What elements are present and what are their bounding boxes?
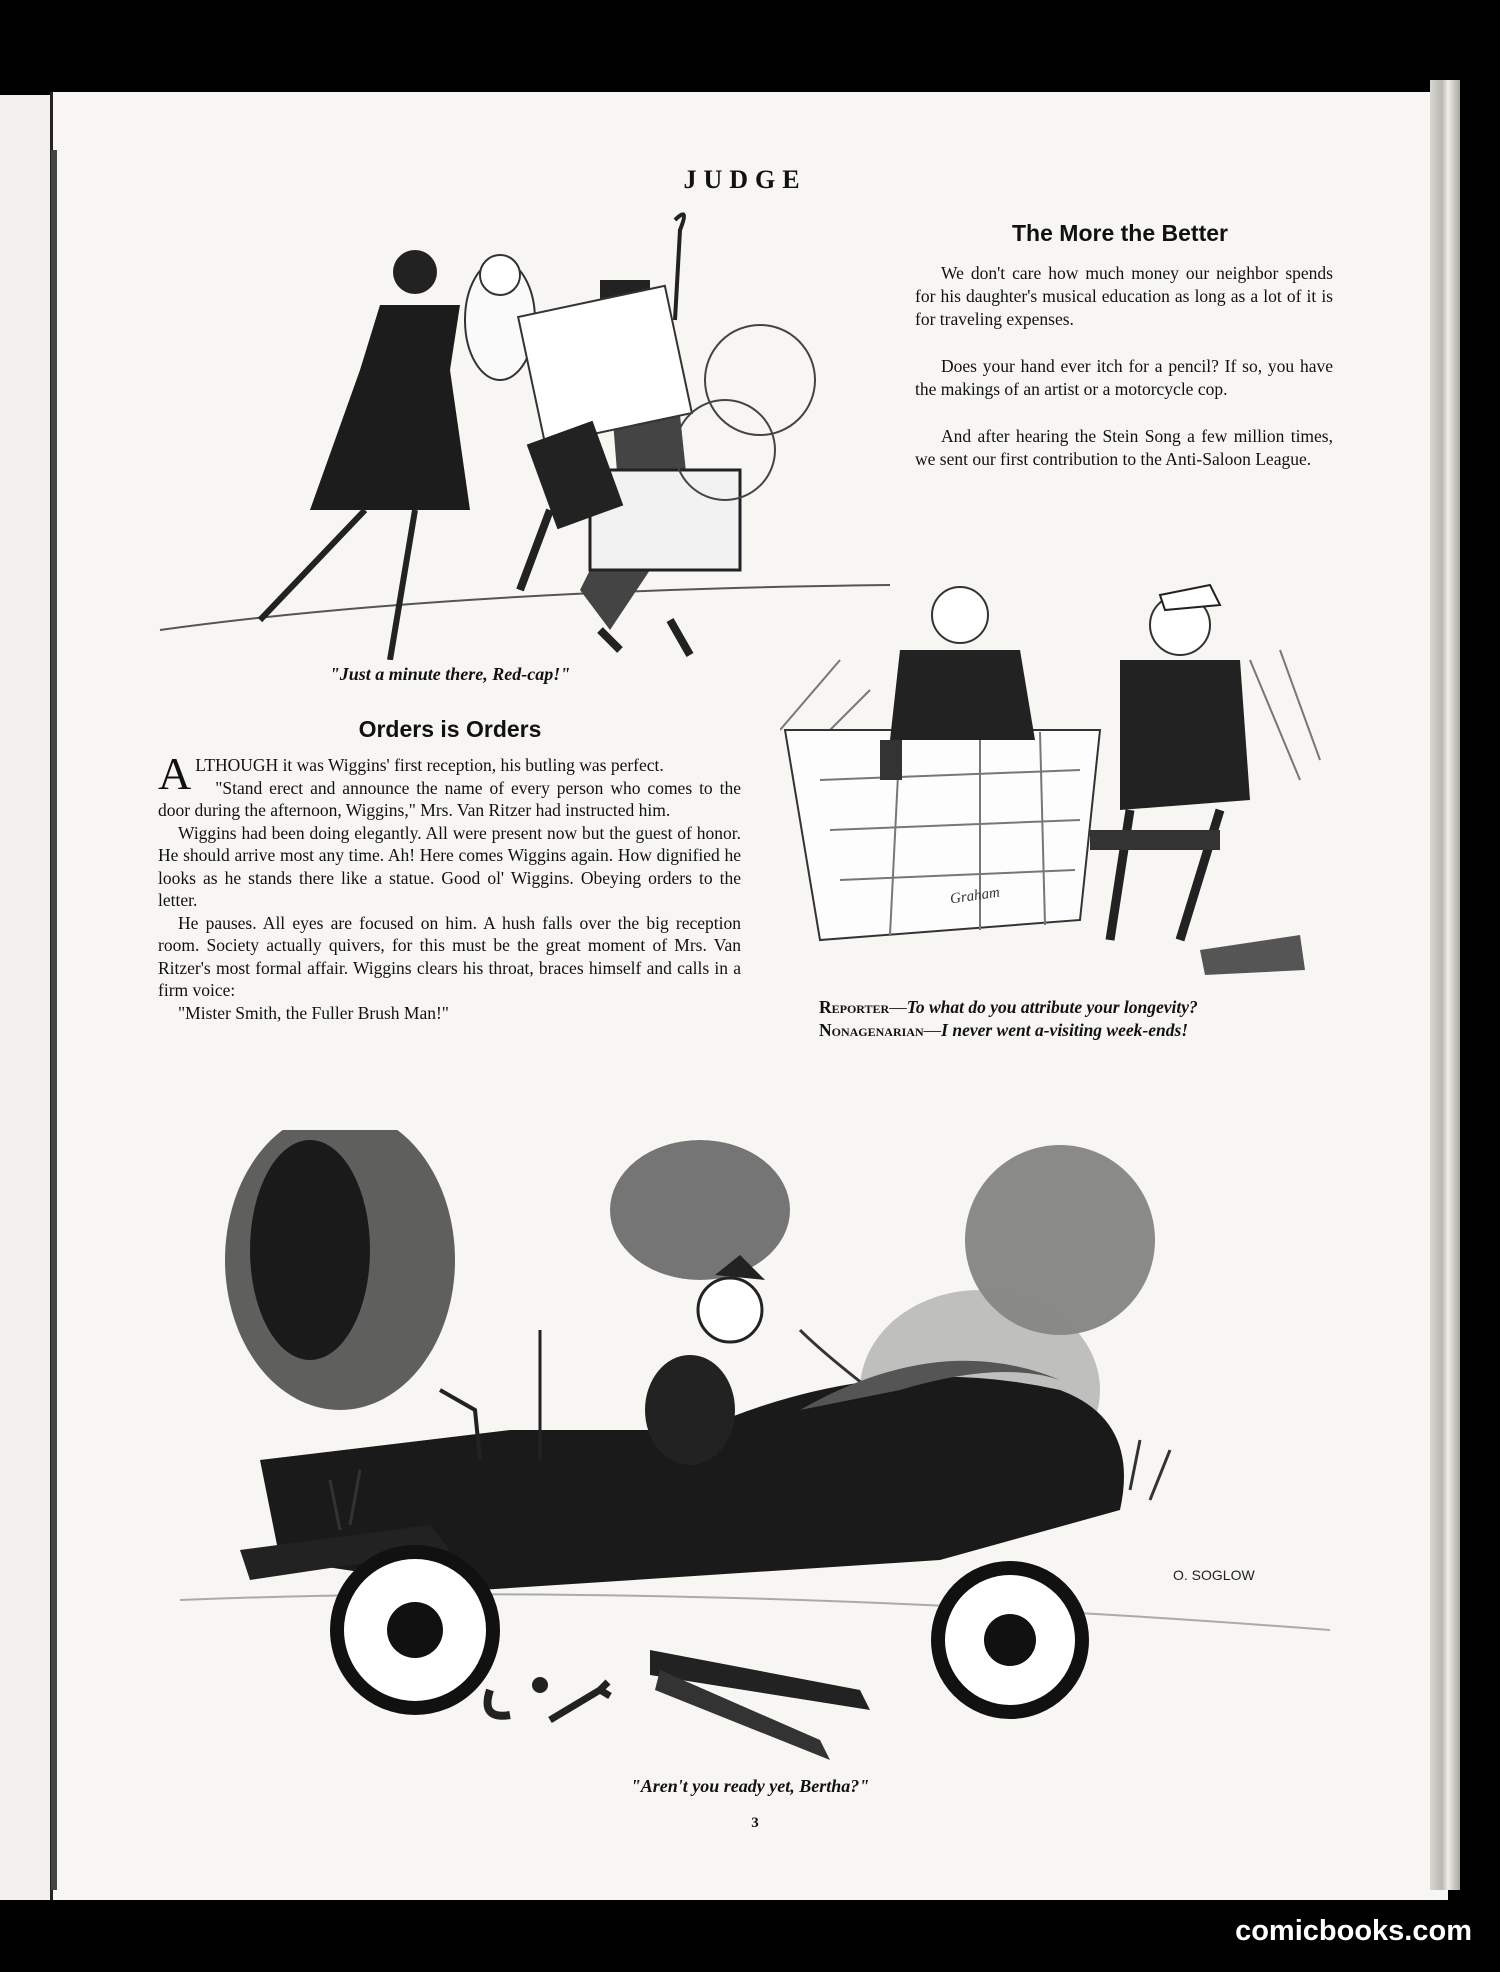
nonagenarian-answer: I never went a-visiting week-ends! xyxy=(941,1020,1189,1040)
paragraph: Wiggins had been doing elegantly. All were present now but the guest of honor. He should arrive most any time. Ah! Here comes Wiggins again. How dignified he looks as he stands there like a statue. Good ol' Wiggins. Obeying orders to the letter. xyxy=(158,822,741,910)
facing-page-edge xyxy=(0,95,50,1900)
caption-redcap: "Just a minute there, Red-cap!" xyxy=(329,664,571,684)
paragraph: We don't care how much money our neighbor spends for his daughter's musical education as long as a lot of it is for traveling expenses. xyxy=(915,263,1333,329)
paragraph: And after hearing the Stein Song a few million times, we sent our first contribution to the Anti-Saloon League. xyxy=(915,426,1333,469)
signature-graham: Graham xyxy=(949,884,1001,908)
heading-more-the-better: The More the Better xyxy=(1012,220,1228,246)
masthead: JUDGE xyxy=(683,165,807,194)
caption-reporter xyxy=(795,996,1335,1042)
page-stack-edge xyxy=(1430,80,1460,1890)
speaker-nonagenarian: Nonagenarian xyxy=(819,1020,924,1040)
paragraph: "Mister Smith, the Fuller Brush Man!" xyxy=(178,1002,449,1023)
binding-stitch xyxy=(51,150,57,1890)
watermark: comicbooks.com xyxy=(1235,1915,1472,1947)
signature-soglow: O. SOGLOW xyxy=(1173,1567,1255,1583)
cartoon-bertha xyxy=(180,1130,1330,1770)
nonagenarian-line: Nonagenarian—I never went a-visiting week-ends! xyxy=(819,1020,1189,1040)
paragraph: Does your hand ever itch for a pencil? If so, you have the makings of an artist or a motorcycle cop. xyxy=(915,356,1333,399)
heading-orders-is-orders: Orders is Orders xyxy=(358,716,542,742)
paragraph: "Stand erect and announce the name of every person who comes to the door during the afternoon, Wiggins," Mrs. Van Ritzer had instructed him. xyxy=(158,777,741,820)
page-number: 3 xyxy=(751,1815,759,1831)
reporter-line: Reporter—To what do you attribute your longevity? xyxy=(819,997,1198,1017)
speaker-reporter: Reporter xyxy=(819,997,890,1017)
paragraph: He pauses. All eyes are focused on him. A hush falls over the big reception room. Society actually quivers, for this must be the great moment of Mrs. Van Ritzer's most formal affair. Wiggins clears his throat, braces himself and calls in a firm voice: xyxy=(158,912,741,1000)
caption-bertha: "Aren't you ready yet, Bertha?" xyxy=(630,1776,870,1796)
orders-is-orders-text xyxy=(158,748,741,1024)
first-paragraph-text: LTHOUGH it was Wiggins' first reception, his butling was perfect. xyxy=(195,755,664,775)
reporter-question: To what do you attribute your longevity? xyxy=(906,997,1198,1017)
cartoon-reporter xyxy=(780,580,1325,985)
more-the-better-text xyxy=(915,262,1333,495)
drop-cap: A xyxy=(158,748,192,799)
